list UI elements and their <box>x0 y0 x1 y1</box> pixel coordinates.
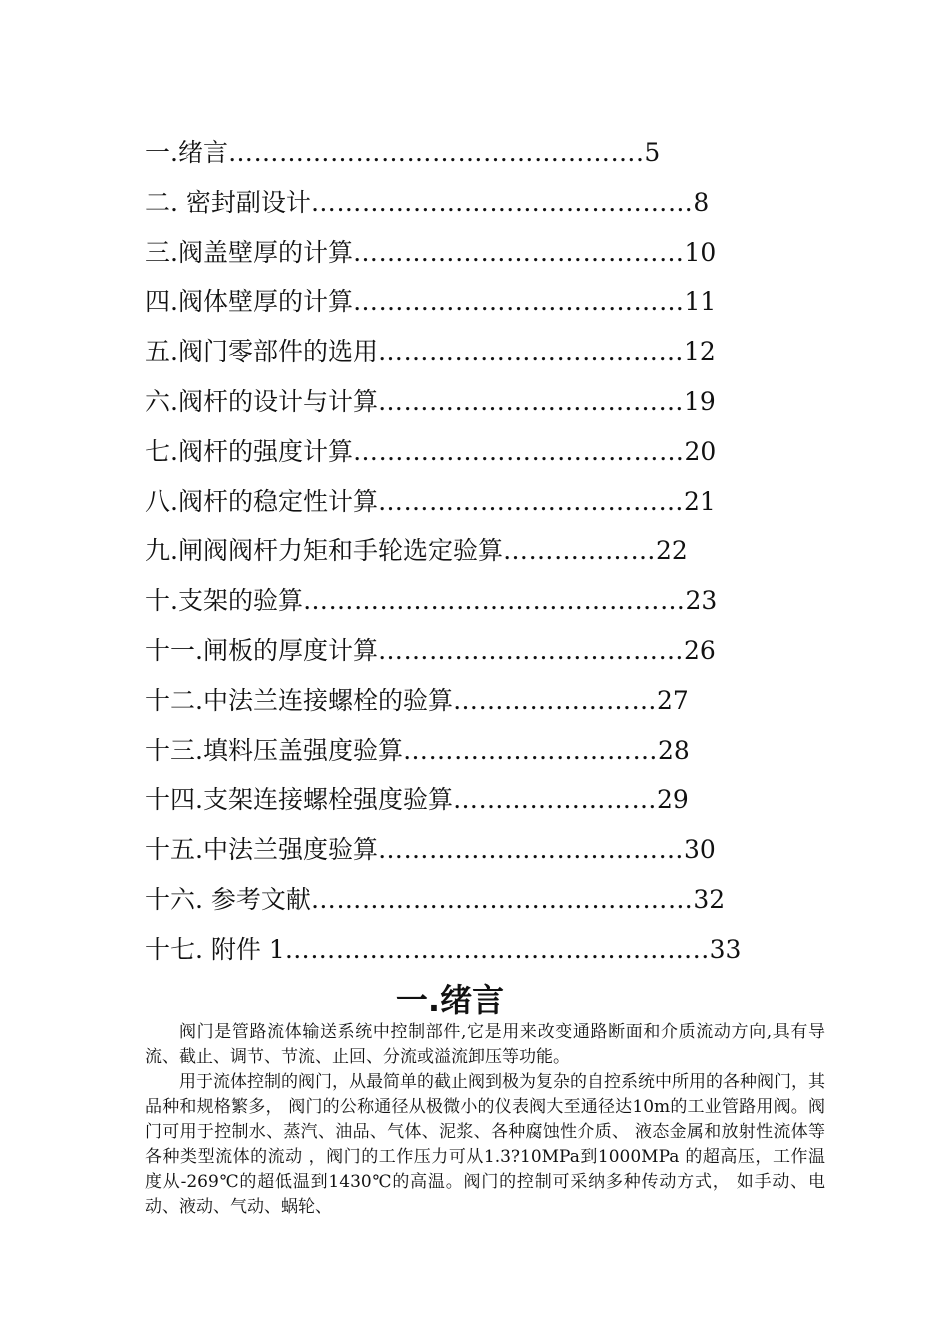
toc-entry[interactable] <box>145 277 785 327</box>
toc-page-number: 32 <box>693 884 726 914</box>
toc-page-number: 22 <box>655 536 688 566</box>
toc-entry[interactable] <box>145 228 785 278</box>
toc-leader-dots: ……………… <box>502 536 656 566</box>
toc-page-number: 27 <box>656 685 689 715</box>
toc-entry[interactable] <box>145 775 785 825</box>
toc-entry-title: 十七. 附件 1 <box>145 934 285 964</box>
toc-entry-title: 八.阀杆的稳定性计算 <box>145 486 378 516</box>
toc-entry[interactable] <box>145 526 785 576</box>
toc-entry[interactable] <box>145 576 785 626</box>
toc-leader-dots: …………………… <box>452 685 657 715</box>
body-paragraph: 阀门是管路流体输送系统中控制部件,它是用来改变通路断面和介质流动方向,具有导流、截止、调节、节流、止回、分流或溢流卸压等功能。 <box>145 1022 825 1067</box>
toc-leader-dots: ……………………………… <box>377 486 684 516</box>
toc-page-number: 10 <box>684 237 717 267</box>
toc-entry[interactable] <box>145 178 785 228</box>
toc-entry-title: 十六. 参考文献 <box>145 884 311 914</box>
toc-entry[interactable] <box>145 875 785 925</box>
toc-entry-title: 一.绪言 <box>145 138 228 167</box>
toc-leader-dots: ……………………………………… <box>302 586 686 616</box>
toc-leader-dots: ………………………………… <box>352 237 685 267</box>
toc-page-number: 23 <box>685 586 718 616</box>
toc-entry-title: 十二.中法兰连接螺栓的验算 <box>145 685 453 715</box>
toc-entry[interactable] <box>145 676 785 726</box>
toc-entry[interactable] <box>145 477 785 527</box>
toc-page-number: 8 <box>693 187 710 217</box>
toc-page-number: 19 <box>683 386 716 416</box>
toc-entry-title: 三.阀盖壁厚的计算 <box>145 237 353 267</box>
toc-leader-dots: ……………………………… <box>377 635 684 665</box>
toc-entry-title: 十.支架的验算 <box>145 586 303 616</box>
toc-leader-dots: …………………………………………. <box>227 138 645 167</box>
toc-leader-dots: ………………………………… <box>352 287 685 317</box>
toc-leader-dots: ……………………………………… <box>310 884 694 914</box>
toc-entry[interactable] <box>145 825 785 875</box>
toc-entry[interactable] <box>145 626 785 676</box>
toc-page-number: 26 <box>683 635 716 665</box>
toc-page-number: 33 <box>709 934 742 964</box>
toc-entry-title: 四.阀体壁厚的计算 <box>145 287 353 317</box>
toc-entry[interactable] <box>145 327 785 377</box>
toc-page-number: 28 <box>657 735 690 765</box>
toc-entry[interactable] <box>145 128 785 178</box>
toc-entry-title: 十三.填料压盖强度验算 <box>145 735 403 765</box>
toc-entry[interactable] <box>145 925 785 975</box>
toc-leader-dots: …………………… <box>452 785 657 815</box>
toc-entry-title: 六.阀杆的设计与计算 <box>145 386 378 416</box>
toc-page-number: 12 <box>683 337 716 367</box>
toc-leader-dots: ……………………………… <box>377 337 684 367</box>
section-heading: 一.绪言 <box>395 981 505 1019</box>
toc-entry-title: 九.闸阀阀杆力矩和手轮选定验算 <box>145 536 503 566</box>
toc-entry-title: 七.阀杆的强度计算 <box>145 436 353 466</box>
toc-entry[interactable] <box>145 726 785 776</box>
table-of-contents <box>145 128 785 975</box>
toc-page-number: 11 <box>684 287 717 317</box>
toc-entry-title: 十一.闸板的厚度计算 <box>145 635 378 665</box>
toc-leader-dots: ……………………………………… <box>310 187 694 217</box>
toc-leader-dots: ………………………………………….. <box>284 934 710 964</box>
toc-page-number: 29 <box>656 785 689 815</box>
toc-page-number: 30 <box>683 835 716 865</box>
toc-leader-dots: ……………………………… <box>377 386 684 416</box>
toc-leader-dots: ………………………… <box>402 735 658 765</box>
toc-page-number: 20 <box>684 436 717 466</box>
section-body <box>145 1020 825 1220</box>
toc-entry[interactable] <box>145 427 785 477</box>
toc-entry[interactable] <box>145 377 785 427</box>
body-paragraph: 用于流体控制的阀门，从最简单的截止阀到极为复杂的自控系统中所用的各种阀门，其品种和规格繁多， 阀门的公称通径从极微小的仪表阀大至通径达10m的工业管路用阀。阀门可用于控制水、蒸汽、油品、气体、泥浆、各种腐蚀性介质、 液态金属和放射性流体等各种类型流体的流动 ，阀门的工作压力可从1.3?10MPa到1000MPa 的超高压，工作温度从-269℃的超低温到1430℃的高温。阀门的控制可采纳多种传动方式， 如手动、电动、液动、气动、蜗轮、 <box>145 1072 825 1217</box>
toc-page-number: 5 <box>644 138 661 167</box>
toc-leader-dots: ……………………………… <box>377 835 684 865</box>
toc-entry-title: 五.阀门零部件的选用 <box>145 337 378 367</box>
toc-entry-title: 十四.支架连接螺栓强度验算 <box>145 785 453 815</box>
toc-leader-dots: ………………………………… <box>352 436 685 466</box>
toc-page-number: 21 <box>683 486 716 516</box>
toc-entry-title: 十五.中法兰强度验算 <box>145 835 378 865</box>
toc-entry-title: 二. 密封副设计 <box>145 187 311 217</box>
